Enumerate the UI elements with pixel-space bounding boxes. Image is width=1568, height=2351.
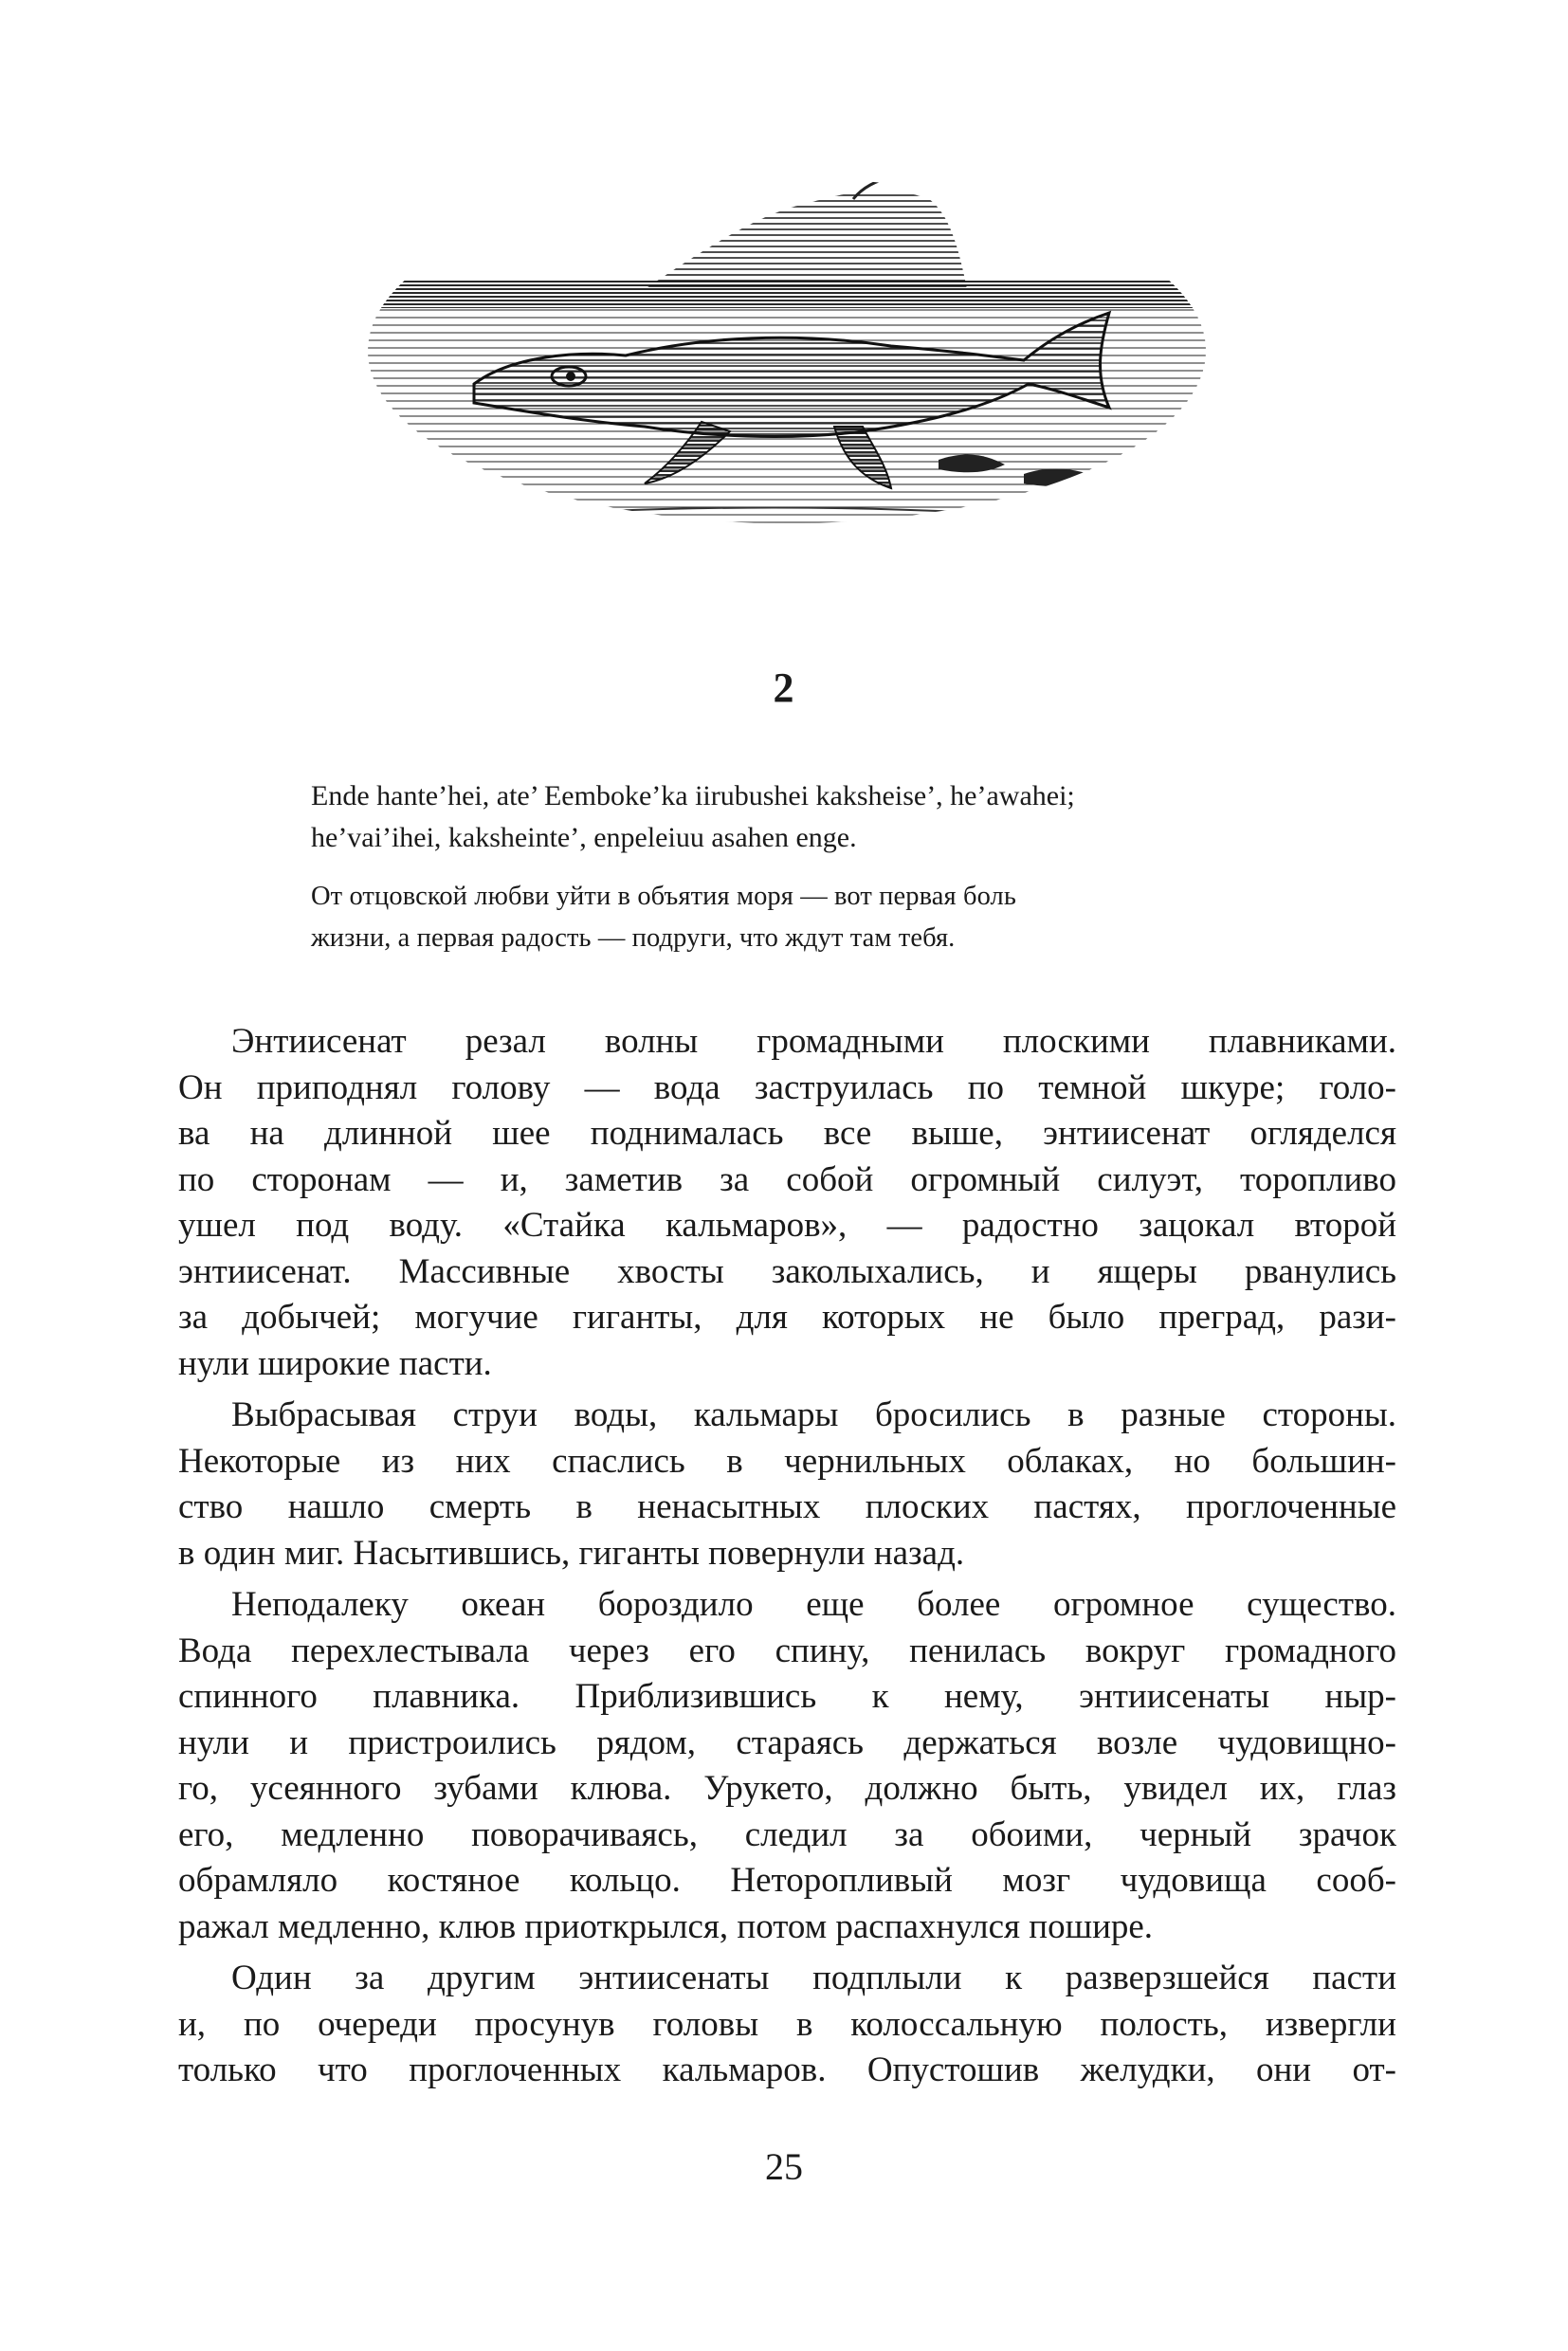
text-line: Энтиисенат резал волны громадными плоскими плавниками.	[231, 1022, 1396, 1061]
sea-creature-engraving-icon	[360, 147, 1213, 545]
chapter-number: 2	[773, 665, 795, 711]
text-line: в один миг. Насытившись, гиганты повернули назад.	[178, 1533, 965, 1573]
epigraph-line: жизни, а первая радость — подруги, что ждут там тебя.	[311, 923, 956, 953]
paragraph	[178, 1956, 1396, 2094]
text-line: ство нашло смерть в ненасытных плоских пастях, проглоченные	[178, 1487, 1396, 1526]
text-line: Неподалеку океан бороздило еще более огромное существо.	[231, 1585, 1396, 1624]
text-line: го, усеянного зубами клюва. Урукето, должно быть, увидел их, глаз	[178, 1769, 1396, 1808]
text-line: нули и пристроились рядом, стараясь держаться возле чудовищно-	[178, 1722, 1396, 1762]
text-line: за добычей; могучие гиганты, для которых не было преград, рази-	[178, 1298, 1396, 1337]
text-line: энтиисенат. Массивные хвосты заколыхались, и ящеры рванулись	[178, 1251, 1396, 1291]
text-line: и, по очереди просунув головы в колоссальную полость, извергли	[178, 2004, 1396, 2044]
text-line: Он приподнял голову — вода заструилась по темной шкуре; голо-	[178, 1067, 1396, 1107]
text-line: Вода перехлестывала через его спину, пенилась вокруг громадного	[178, 1631, 1396, 1670]
epigraph-line: От отцовской любви уйти в объятия моря — вот первая боль	[311, 882, 1016, 911]
epigraph-translation	[311, 876, 1268, 959]
text-line: его, медленно поворачиваясь, следил за обоими, черный зрачок	[178, 1814, 1396, 1854]
text-line: нули широкие пасти.	[178, 1343, 492, 1383]
paragraph	[178, 1393, 1396, 1576]
paragraph	[178, 1019, 1396, 1387]
text-line: Один за другим энтиисенаты подплыли к разверзшейся пасти	[231, 1959, 1396, 1997]
paragraph	[178, 1582, 1396, 1950]
text-line: ражал медленно, клюв приоткрылся, потом распахнулся пошире.	[178, 1906, 1154, 1946]
page-number: 25	[765, 2145, 803, 2188]
text-line: только что проглоченных кальмаров. Опустошив желудки, они от-	[178, 2050, 1396, 2089]
epigraph-line: Ende hante’hei, ate’ Eemboke’ka iirubushei kaksheise’, he’awahei;	[311, 780, 1075, 811]
text-line: по сторонам — и, заметив за собой огромный силуэт, торопливо	[178, 1159, 1396, 1199]
epigraph	[311, 775, 1268, 959]
text-line: Некоторые из них спаслись в чернильных облаках, но большин-	[178, 1441, 1396, 1481]
text-line: ушел под воду. «Стайка кальмаров», — радостно зацокал второй	[178, 1206, 1396, 1245]
text-line: Выбрасывая струи воды, кальмары бросились в разные стороны.	[231, 1395, 1396, 1434]
epigraph-original	[311, 775, 1268, 859]
text-line: ва на длинной шее поднималась все выше, энтиисенат огляделся	[178, 1114, 1396, 1153]
body-text	[178, 1019, 1396, 2094]
text-line: обрамляло костяное кольцо. Неторопливый мозг чудовища сооб-	[178, 1861, 1396, 1900]
text-line: спинного плавника. Приблизившись к нему, энтиисенаты ныр-	[178, 1677, 1396, 1716]
epigraph-line: he’vai’ihei, kaksheinte’, enpeleiuu asahen enge.	[311, 822, 857, 853]
